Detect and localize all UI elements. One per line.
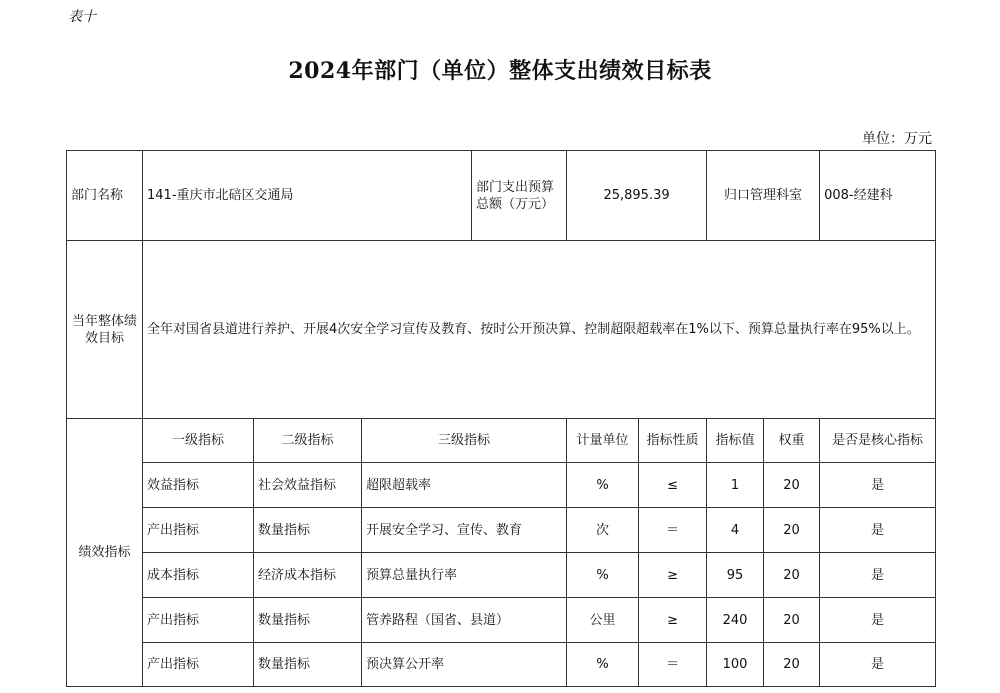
row-nature: ≤ bbox=[639, 463, 707, 508]
indicator-header-row bbox=[67, 419, 936, 463]
office-value: 008-经建科 bbox=[820, 151, 936, 241]
row-weight: 20 bbox=[764, 553, 820, 598]
table-row bbox=[67, 643, 936, 687]
row-level3: 预算总量执行率 bbox=[362, 553, 567, 598]
row-level2: 经济成本指标 bbox=[254, 553, 362, 598]
row-unit: 公里 bbox=[567, 598, 639, 643]
indicator-section-label: 绩效指标 bbox=[67, 419, 143, 687]
row-unit: % bbox=[567, 643, 639, 687]
table-row bbox=[67, 553, 936, 598]
row-value: 240 bbox=[707, 598, 764, 643]
row-level1: 效益指标 bbox=[143, 463, 254, 508]
row-level2: 数量指标 bbox=[254, 508, 362, 553]
row-level3: 管养路程（国省、县道） bbox=[362, 598, 567, 643]
header-level3: 三级指标 bbox=[362, 419, 567, 463]
table-row bbox=[67, 508, 936, 553]
row-core: 是 bbox=[820, 463, 936, 508]
row-nature: ＝ bbox=[639, 643, 707, 687]
row-level3: 预决算公开率 bbox=[362, 643, 567, 687]
row-value: 100 bbox=[707, 643, 764, 687]
row-level2: 社会效益指标 bbox=[254, 463, 362, 508]
row-weight: 20 bbox=[764, 598, 820, 643]
row-weight: 20 bbox=[764, 643, 820, 687]
row-level1: 成本指标 bbox=[143, 553, 254, 598]
row-nature: ≥ bbox=[639, 553, 707, 598]
row-value: 1 bbox=[707, 463, 764, 508]
table-row bbox=[67, 463, 936, 508]
row-level1: 产出指标 bbox=[143, 643, 254, 687]
budget-value: 25,895.39 bbox=[567, 151, 707, 241]
row-value: 4 bbox=[707, 508, 764, 553]
budget-label: 部门支出预算总额（万元） bbox=[472, 151, 567, 241]
row-nature: ＝ bbox=[639, 508, 707, 553]
goal-label: 当年整体绩效目标 bbox=[67, 241, 143, 419]
row-level2: 数量指标 bbox=[254, 643, 362, 687]
row-unit: % bbox=[567, 463, 639, 508]
row-core: 是 bbox=[820, 553, 936, 598]
header-nature: 指标性质 bbox=[639, 419, 707, 463]
header-weight: 权重 bbox=[764, 419, 820, 463]
dept-name-value: 141-重庆市北碚区交通局 bbox=[143, 151, 472, 241]
row-nature: ≥ bbox=[639, 598, 707, 643]
row-level1: 产出指标 bbox=[143, 508, 254, 553]
goal-row bbox=[67, 241, 936, 419]
header-value: 指标值 bbox=[707, 419, 764, 463]
row-level1: 产出指标 bbox=[143, 598, 254, 643]
row-weight: 20 bbox=[764, 508, 820, 553]
row-level3: 超限超载率 bbox=[362, 463, 567, 508]
header-core: 是否是核心指标 bbox=[820, 419, 936, 463]
dept-name-label: 部门名称 bbox=[67, 151, 143, 241]
row-weight: 20 bbox=[764, 463, 820, 508]
row-unit: % bbox=[567, 553, 639, 598]
row-core: 是 bbox=[820, 643, 936, 687]
header-level2: 二级指标 bbox=[254, 419, 362, 463]
header-unit: 计量单位 bbox=[567, 419, 639, 463]
row-core: 是 bbox=[820, 508, 936, 553]
header-level1: 一级指标 bbox=[143, 419, 254, 463]
row-level3: 开展安全学习、宣传、教育 bbox=[362, 508, 567, 553]
info-row bbox=[67, 151, 936, 241]
goal-text: 全年对国省县道进行养护、开展4次安全学习宣传及教育、按时公开预决算、控制超限超载率在1%以下、预算总量执行率在95%以上。 bbox=[143, 241, 936, 419]
row-value: 95 bbox=[707, 553, 764, 598]
row-level2: 数量指标 bbox=[254, 598, 362, 643]
row-core: 是 bbox=[820, 598, 936, 643]
table-row bbox=[67, 598, 936, 643]
performance-target-table bbox=[66, 150, 936, 687]
page-title: 2024年部门（单位）整体支出绩效目标表 bbox=[288, 58, 712, 84]
office-label: 归口管理科室 bbox=[707, 151, 820, 241]
row-unit: 次 bbox=[567, 508, 639, 553]
form-code-label: 表十 bbox=[68, 9, 96, 25]
unit-label: 单位：万元 bbox=[862, 131, 932, 147]
